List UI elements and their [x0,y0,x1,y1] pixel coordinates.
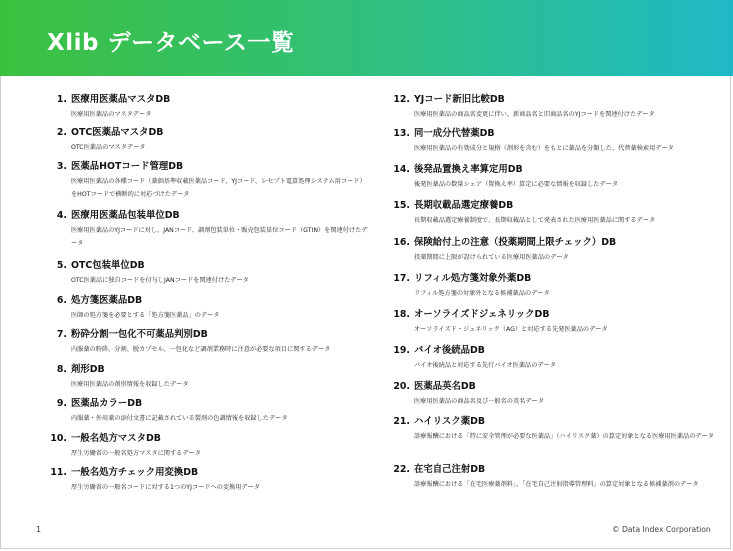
list-item [50,93,370,121]
item-number: 9. [56,398,67,409]
item-title [50,160,370,173]
item-number: 10. [50,433,67,444]
item-description: 医師の処方箋を必要とする「処方箋医薬品」のデータ [71,312,220,319]
item-number: 14. [393,164,410,175]
item-number: 16. [393,237,410,248]
item-title-text: 粉砕分割一包化不可薬品判別DB [71,329,208,340]
item-number: 15. [393,200,410,211]
item-description: 内服薬・外用薬の添付文書に記載されている製剤の色調情報を収録したデータ [71,415,288,422]
item-title [393,163,718,176]
item-title-text: YJコード新旧比較DB [414,94,505,105]
item-title-text: 一般名処方チェック用変換DB [71,467,199,478]
item-description: OTC医薬品に独自コードを付与しJANコードを関連付けたデータ [71,277,249,284]
item-title [393,236,718,249]
item-description: 診療報酬における「特に安全管理が必要な医薬品」（ハイリスク薬）の算定対象となる医療用医薬品のデータ [414,433,714,440]
list-item [50,209,370,250]
item-description: 医療用医薬品の剤形情報を収録したデータ [71,381,189,388]
item-title [393,93,718,106]
item-description: 厚生労働省の一般名処方マスタに関するデータ [71,450,201,457]
item-title-text: 処方箋医薬品DB [71,295,143,306]
item-title [50,363,370,376]
item-description: 医療用医薬品の各種コード（薬価基準収載医薬品コード、YJコード、レセプト電算処理システム用コード）をHOTコードで横断的に対応づけたデータ [71,178,366,198]
page-title: Xlib データベース一覧 [47,30,295,56]
item-description: オーソライズド・ジェネリック（AG）と対応する先発医薬品のデータ [414,326,608,333]
item-description: 医療用医薬品のYJコードに対し、JANコード、調剤包装単位・販売包装単位コード（GTIN）を関連付けたデータ [71,227,368,247]
item-number: 11. [50,467,67,478]
item-number: 18. [393,309,410,320]
item-number: 17. [393,273,410,284]
list-item [393,344,718,372]
item-title [50,397,370,410]
item-description: 医療用医薬品の商品名及び一般名の英名データ [414,398,544,405]
copyright-notice: © Data Index Corporation [612,525,711,534]
item-number: 7. [56,329,67,340]
list-item [393,272,718,300]
item-title-text: オーソライズドジェネリックDB [414,309,550,320]
item-title [393,127,718,140]
item-description: 投薬期間に上限が設けられている医療用医薬品のデータ [414,254,569,261]
item-number: 4. [56,210,67,221]
item-description: 医療用医薬品のマスタデータ [71,111,152,118]
list-item [393,463,718,491]
item-title-text: 医療用医薬品マスタDB [71,94,171,105]
item-description: 長期収載品選定療養制度で、長期収載品として発表された医療用医薬品に関するデータ [414,217,656,224]
list-item [393,236,718,264]
item-title [393,344,718,357]
list-item [50,328,370,356]
item-title-text: 医薬品英名DB [414,381,476,392]
item-description: OTC医薬品のマスタデータ [71,144,146,151]
item-number: 6. [56,295,67,306]
header-banner [0,0,733,76]
item-description: バイオ後続品と対応する先行バイオ医薬品のデータ [414,362,556,369]
list-item [393,308,718,336]
item-title-text: 後発品置換え率算定用DB [414,164,523,175]
list-item [393,93,718,121]
item-description: 医療用医薬品の有効成分と規格（剤形を含む）をもとに薬品を分類した、代替薬検索用データ [414,145,674,152]
item-title-text: 医薬品カラーDB [71,398,143,409]
item-title-text: 在宅自己注射DB [414,464,486,475]
list-item [393,415,718,443]
item-title-text: 保険給付上の注意（投薬期間上限チェック）DB [414,237,617,248]
item-title [50,432,370,445]
item-description: リフィル処方箋の対象外となる候補薬品のデータ [414,290,550,297]
item-title [393,199,718,212]
item-number: 2. [56,127,67,138]
item-title-text: 医療用医薬品包装単位DB [71,210,180,221]
list-item [50,126,370,154]
item-description: 後発医薬品の数量シェア（置換え率）算定に必要な情報を収録したデータ [414,181,619,188]
item-number: 1. [56,94,67,105]
item-title [393,272,718,285]
item-number: 20. [393,381,410,392]
item-number: 12. [393,94,410,105]
item-title-text: バイオ後続品DB [414,345,485,356]
item-number: 21. [393,416,410,427]
item-description: 診療報酬における「在宅医療薬剤料」、「在宅自己注射指導管理料」の算定対象となる候補薬剤のデータ [414,481,699,488]
item-title [393,415,718,428]
page-number: 1 [36,525,42,534]
item-title [50,259,370,272]
list-item [393,127,718,155]
list-item [50,294,370,322]
item-number: 22. [393,464,410,475]
list-item [393,380,718,408]
item-title [393,463,718,476]
list-item [50,160,370,201]
item-title-text: 医薬品HOTコード管理DB [71,161,184,172]
item-title-text: 一般名処方マスタDB [71,433,161,444]
item-title [50,126,370,139]
list-item [393,163,718,191]
item-number: 5. [56,260,67,271]
item-title [50,294,370,307]
item-title [50,93,370,106]
list-item [50,363,370,391]
list-item [50,259,370,287]
item-title [50,328,370,341]
item-number: 3. [56,161,67,172]
list-item [50,466,370,494]
item-number: 8. [56,364,67,375]
item-description: 厚生労働省の一般名コードに対する1つのYJコードへの変換用データ [71,484,260,491]
item-title-text: OTC医薬品マスタDB [71,127,164,138]
item-number: 13. [393,128,410,139]
item-title [50,209,370,222]
item-title-text: 同一成分代替薬DB [414,128,495,139]
item-number: 19. [393,345,410,356]
item-title [50,466,370,479]
list-item [393,199,718,227]
item-title [393,308,718,321]
list-item [50,397,370,425]
item-title-text: ハイリスク薬DB [414,416,485,427]
item-title [393,380,718,393]
item-title-text: 剤形DB [71,364,105,375]
item-title-text: リフィル処方箋対象外薬DB [414,273,532,284]
list-item [50,432,370,460]
item-description: 医療用医薬品の商品名変更に伴い、新商品名と旧商品名のYJコードを関連付けたデータ [414,111,655,118]
item-description: 内服薬の粉砕、分割、脱カプセル、一包化など調剤業務時に注意が必要な項目に関するデータ [71,346,331,353]
item-title-text: 長期収載品選定療養DB [414,200,514,211]
item-title-text: OTC包装単位DB [71,260,145,271]
